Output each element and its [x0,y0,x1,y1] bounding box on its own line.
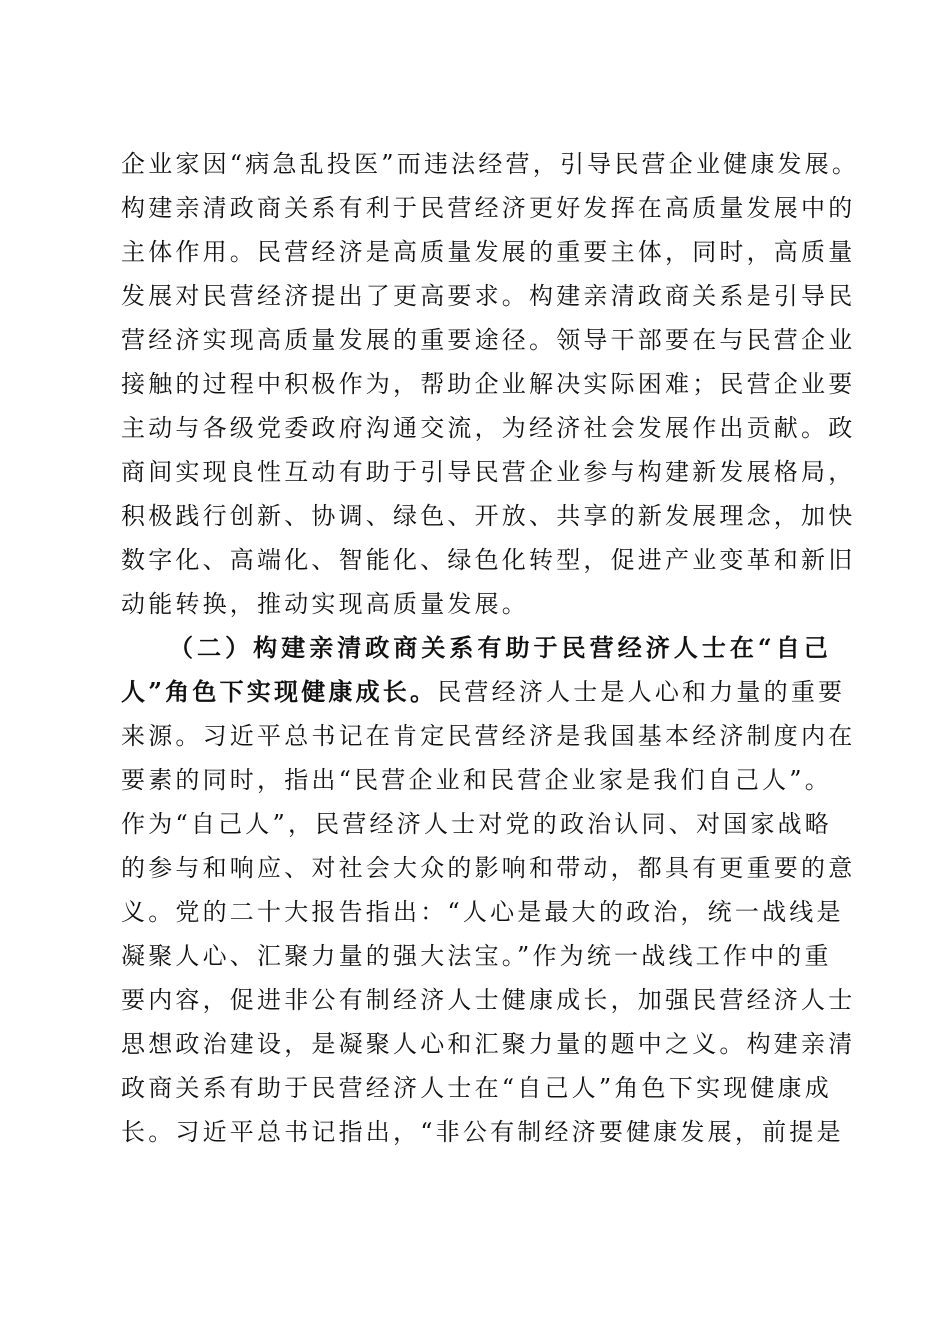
paragraph-2-line-1 [121,670,846,714]
paragraph-1-line-3: 主体作用。民营经济是高质量发展的重要主体，同时，高质量 [121,238,856,266]
paragraph-2-line-9: 思想政治建设，是凝聚人心和汇聚力量的题中之义。构建亲清 [121,1030,856,1058]
section-heading-line-2: 人”角色下实现健康成长。 [121,677,438,706]
paragraph-1-line-1: 企业家因“病急乱投医”而违法经营，引导民营企业健康发展。 [121,150,860,178]
paragraph-2-line-5: 的参与和响应、对社会大众的影响和带动，都具有更重要的意 [121,854,856,882]
body-text [121,142,860,1154]
paragraph-2-line-7: 凝聚人心、汇聚力量的强大法宝。”作为统一战线工作中的重 [121,942,832,970]
section-heading-line-1: （二）构建亲清政商关系有助于民营经济人士在“自己 [169,633,831,662]
paragraph-2-line-2: 来源。习近平总书记在肯定民营经济是我国基本经济制度内在 [121,722,856,750]
paragraph-1-line-8: 商间实现良性互动有助于引导民营企业参与构建新发展格局， [121,458,856,486]
paragraph-2-line-8: 要内容，促进非公有制经济人士健康成长，加强民营经济人士 [121,986,856,1014]
paragraph-1-line-9: 积极践行创新、协调、绿色、开放、共享的新发展理念，加快 [121,502,856,530]
paragraph-2-line-4: 作为“自己人”，民营经济人士对党的政治认同、对国家战略 [121,810,832,838]
paragraph-2-line-10: 政商关系有助于民营经济人士在“自己人”角色下实现健康成 [121,1074,832,1102]
paragraph-2-line-11: 长。习近平总书记指出，“非公有制经济要健康发展，前提是 [121,1118,844,1146]
paragraph-2-line-3: 要素的同时，指出“民营企业和民营企业家是我们自己人”。 [121,766,832,794]
paragraph-1-line-6: 接触的过程中积极作为，帮助企业解决实际困难；民营企业要 [121,370,856,398]
paragraph-2-line-6: 义。党的二十大报告指出：“人心是最大的政治，统一战线是 [121,898,844,926]
paragraph-1-line-11: 动能转换，推动实现高质量发展。 [121,590,529,618]
paragraph-1-line-7: 主动与各级党委政府沟通交流，为经济社会发展作出贡献。政 [121,414,856,442]
paragraph-2-line-1-rest: 民营经济人士是人心和力量的重要 [437,678,846,706]
paragraph-1-line-10: 数字化、高端化、智能化、绿色化转型，促进产业变革和新旧 [121,546,856,574]
paragraph-1-line-5: 营经济实现高质量发展的重要途径。领导干部要在与民营企业 [121,326,856,354]
paragraph-1-line-2: 构建亲清政商关系有利于民营经济更好发挥在高质量发展中的 [121,194,856,222]
paragraph-1-line-4: 发展对民营经济提出了更高要求。构建亲清政商关系是引导民 [121,282,856,310]
